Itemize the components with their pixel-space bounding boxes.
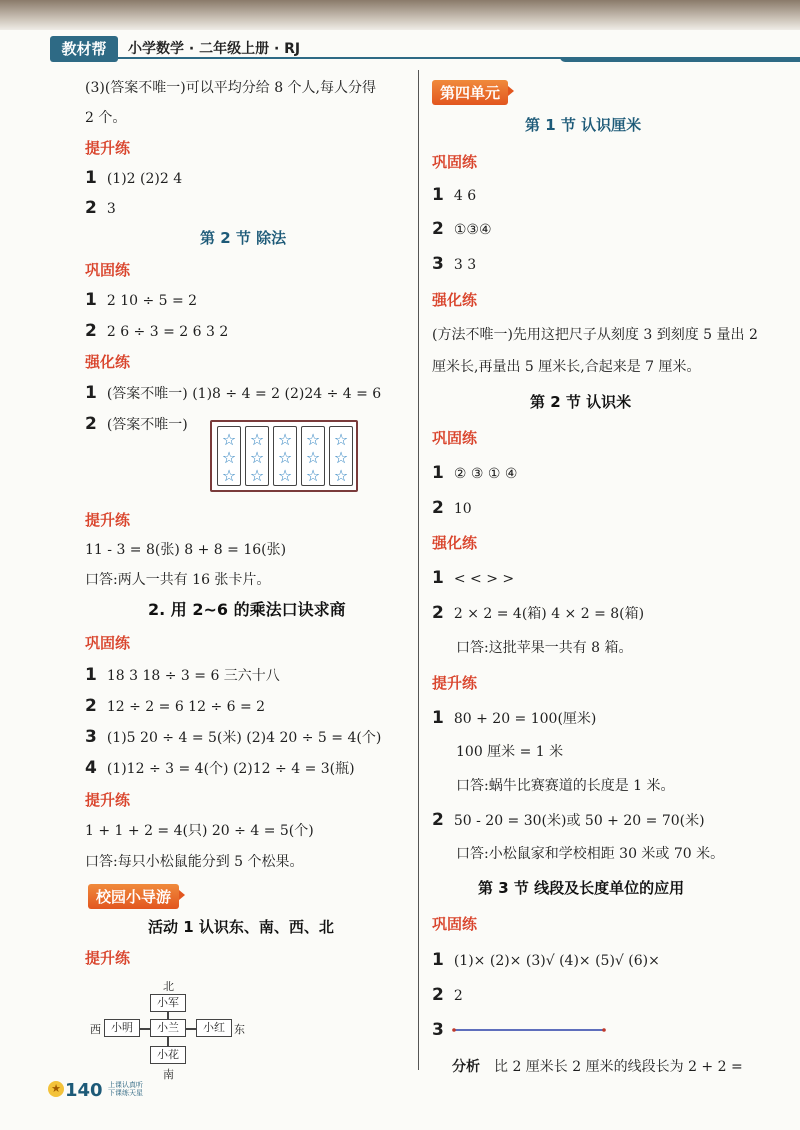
map-node-right: 小红: [196, 1019, 232, 1037]
analysis-line: [452, 1057, 743, 1077]
item-number: 2: [85, 321, 97, 341]
answer-line: (3)(答案不唯一)可以平均分给 8 个人,每人分得: [85, 80, 377, 96]
star-icon: ☆: [221, 466, 237, 485]
item-text: (1)2 (2)2 4: [106, 171, 183, 187]
unit-four-badge: 第四单元: [432, 80, 508, 105]
item-number: 1: [85, 290, 97, 310]
book-title: 小学数学 · 二年级上册 · RJ: [128, 41, 301, 57]
item-text: (1)× (2)× (3)√ (4)× (5)√ (6)×: [453, 953, 660, 969]
answer-item: [432, 603, 644, 624]
item-number: 1: [432, 463, 444, 483]
answer-item: [85, 696, 265, 717]
item-number: 3: [432, 1020, 444, 1040]
analysis-text: 比 2 厘米长 2 厘米的线段长为 2 + 2 =: [494, 1059, 743, 1075]
item-text: 10: [453, 501, 472, 517]
item-number: 2: [432, 603, 444, 623]
answer-item: [432, 498, 472, 519]
section-label-tisheng: 提升练: [85, 139, 131, 157]
star-icon: ☆: [277, 466, 293, 485]
answer-line: 100 厘米 = 1 米: [456, 744, 564, 760]
answer-line: 11 - 3 = 8(张) 8 + 8 = 16(张): [85, 542, 287, 558]
star-group: [301, 426, 325, 486]
star-group: [329, 426, 353, 486]
item-text: ② ③ ① ④: [453, 466, 518, 482]
section-label-qianghua: 强化练: [432, 291, 478, 309]
south-label: 南: [163, 1068, 174, 1081]
answer-item: [85, 290, 197, 311]
answer-line: 口答:小松鼠家和学校相距 30 米或 70 米。: [456, 846, 725, 862]
star-icon: ☆: [249, 466, 265, 485]
answer-item: [85, 198, 116, 219]
answer-item: [85, 168, 182, 189]
section-title: 第 2 节 认识米: [530, 393, 632, 411]
activity-title: 活动 1 认识东、南、西、北: [148, 918, 334, 936]
answer-item: [432, 950, 660, 971]
answer-item: [432, 708, 596, 729]
item-number: 2: [85, 198, 97, 218]
star-icon: ☆: [305, 448, 321, 467]
star-group: [273, 426, 297, 486]
section-label-gonggu: 巩固练: [432, 429, 478, 447]
segment-endpoint: [602, 1028, 606, 1032]
item-text: 2 6 ÷ 3 = 2 6 3 2: [106, 324, 229, 340]
star-icon: ☆: [305, 430, 321, 449]
answer-line: 厘米长,再量出 5 厘米长,合起来是 7 厘米。: [432, 359, 701, 375]
answer-line: 2 个。: [85, 110, 127, 126]
star-icon: ☆: [249, 448, 265, 467]
map-node-left: 小明: [104, 1019, 140, 1037]
section-label-tisheng: 提升练: [432, 674, 478, 692]
item-text: 4 6: [453, 188, 477, 204]
star-icon: ☆: [277, 448, 293, 467]
answer-line: 口答:每只小松鼠能分到 5 个松果。: [85, 854, 304, 870]
map-node-top: 小军: [150, 994, 186, 1012]
item-number: 1: [432, 568, 444, 588]
answer-item: [85, 758, 355, 779]
item-number: 3: [432, 254, 444, 274]
map-connector: [140, 1028, 150, 1030]
section-label-tisheng: 提升练: [85, 791, 131, 809]
item-number: 1: [432, 708, 444, 728]
item-text: 2 10 ÷ 5 = 2: [106, 293, 198, 309]
item-text: 3: [106, 201, 116, 217]
answer-item: [432, 568, 514, 589]
line-segment-figure: [450, 1022, 610, 1038]
star-icon: ☆: [333, 448, 349, 467]
answer-item: [432, 985, 463, 1006]
star-icon: ☆: [333, 430, 349, 449]
answer-item: [85, 414, 188, 435]
map-connector: [186, 1028, 196, 1030]
answer-item: [85, 383, 381, 404]
section-title: 第 3 节 线段及长度单位的应用: [478, 879, 685, 897]
answer-item: [85, 321, 228, 342]
star-icon: ☆: [277, 430, 293, 449]
answer-line: 口答:蜗牛比赛赛道的长度是 1 米。: [456, 778, 675, 794]
answer-item: [432, 185, 476, 206]
item-number: 1: [85, 168, 97, 188]
item-text: (答案不唯一) (1)8 ÷ 4 = 2 (2)24 ÷ 4 = 6: [106, 386, 382, 402]
item-text: 2 × 2 = 4(箱) 4 × 2 = 8(箱): [453, 606, 645, 622]
item-text: 80 + 20 = 100(厘米): [453, 711, 597, 727]
unit-title: 2. 用 2~6 的乘法口诀求商: [148, 600, 346, 619]
top-photo-strip: [0, 0, 800, 30]
star-icon: ☆: [221, 448, 237, 467]
section-label-qianghua: 强化练: [432, 534, 478, 552]
item-text: < < > >: [453, 571, 515, 587]
star-icon: ☆: [305, 466, 321, 485]
item-number: 3: [85, 727, 97, 747]
answer-line: 口答:这批苹果一共有 8 箱。: [456, 640, 633, 656]
item-text: ①③④: [453, 222, 492, 238]
column-divider: [418, 70, 419, 1070]
map-node-center: 小兰: [150, 1019, 186, 1037]
answer-item: [432, 254, 476, 275]
item-number: 2: [432, 219, 444, 239]
star-icon: ☆: [333, 466, 349, 485]
item-text: 3 3: [453, 257, 477, 273]
answer-line: 1 + 1 + 2 = 4(只) 20 ÷ 4 = 5(个): [85, 823, 314, 839]
section-label-gonggu: 巩固练: [85, 261, 131, 279]
page-number: 140: [65, 1080, 103, 1101]
item-number: 2: [432, 498, 444, 518]
star-group: [245, 426, 269, 486]
section-label-gonggu: 巩固练: [432, 915, 478, 933]
item-number: 4: [85, 758, 97, 778]
star-icon: ☆: [221, 430, 237, 449]
item-number: 1: [85, 665, 97, 685]
item-number: 2: [85, 414, 97, 434]
item-text: (答案不唯一): [106, 417, 188, 433]
west-label: 西: [90, 1023, 101, 1036]
item-text: 50 - 20 = 30(米)或 50 + 20 = 70(米): [453, 813, 705, 829]
map-node-bottom: 小花: [150, 1046, 186, 1064]
item-text: (1)12 ÷ 3 = 4(个) (2)12 ÷ 4 = 3(瓶): [106, 761, 355, 777]
item-number: 1: [432, 185, 444, 205]
item-text: 18 3 18 ÷ 3 = 6 三六十八: [106, 668, 280, 684]
brand-logo: 教材帮: [50, 36, 118, 62]
analysis-label: 分析: [452, 1059, 480, 1075]
section-label-qianghua: 强化练: [85, 353, 131, 371]
answer-item: [432, 463, 517, 484]
item-number: 2: [85, 696, 97, 716]
answer-item: [432, 810, 705, 831]
answer-item: [85, 727, 381, 748]
item-text: 12 ÷ 2 = 6 12 ÷ 6 = 2: [106, 699, 266, 715]
star-mascot-icon: ★: [48, 1081, 64, 1097]
section-title: 第 1 节 认识厘米: [525, 116, 642, 134]
page-header: [0, 30, 800, 66]
section-label-gonggu: 巩固练: [85, 634, 131, 652]
answer-line: 口答:两人一共有 16 张卡片。: [85, 572, 271, 588]
star-grouping-figure: [210, 420, 358, 492]
item-text: (1)5 20 ÷ 4 = 5(米) (2)4 20 ÷ 5 = 4(个): [106, 730, 382, 746]
footer-slogan: 上课认真听 下课练天星: [108, 1081, 143, 1097]
star-icon: ☆: [249, 430, 265, 449]
item-number: 2: [432, 985, 444, 1005]
item-text: 2: [453, 988, 463, 1004]
section-label-gonggu: 巩固练: [432, 153, 478, 171]
section-label-tisheng: 提升练: [85, 949, 131, 967]
answer-item: [432, 219, 492, 240]
north-label: 北: [163, 980, 174, 993]
section-label-tisheng: 提升练: [85, 511, 131, 529]
star-group: [217, 426, 241, 486]
segment-endpoint: [452, 1028, 456, 1032]
campus-guide-badge: 校园小导游: [88, 884, 179, 909]
header-rule-accent: [560, 57, 800, 62]
answer-item: [85, 665, 280, 686]
item-number: 1: [432, 950, 444, 970]
section-title: 第 2 节 除法: [200, 229, 287, 247]
east-label: 东: [234, 1023, 245, 1036]
answer-line: (方法不唯一)先用这把尺子从刻度 3 到刻度 5 量出 2: [432, 327, 758, 343]
item-number: 1: [85, 383, 97, 403]
item-number: 2: [432, 810, 444, 830]
